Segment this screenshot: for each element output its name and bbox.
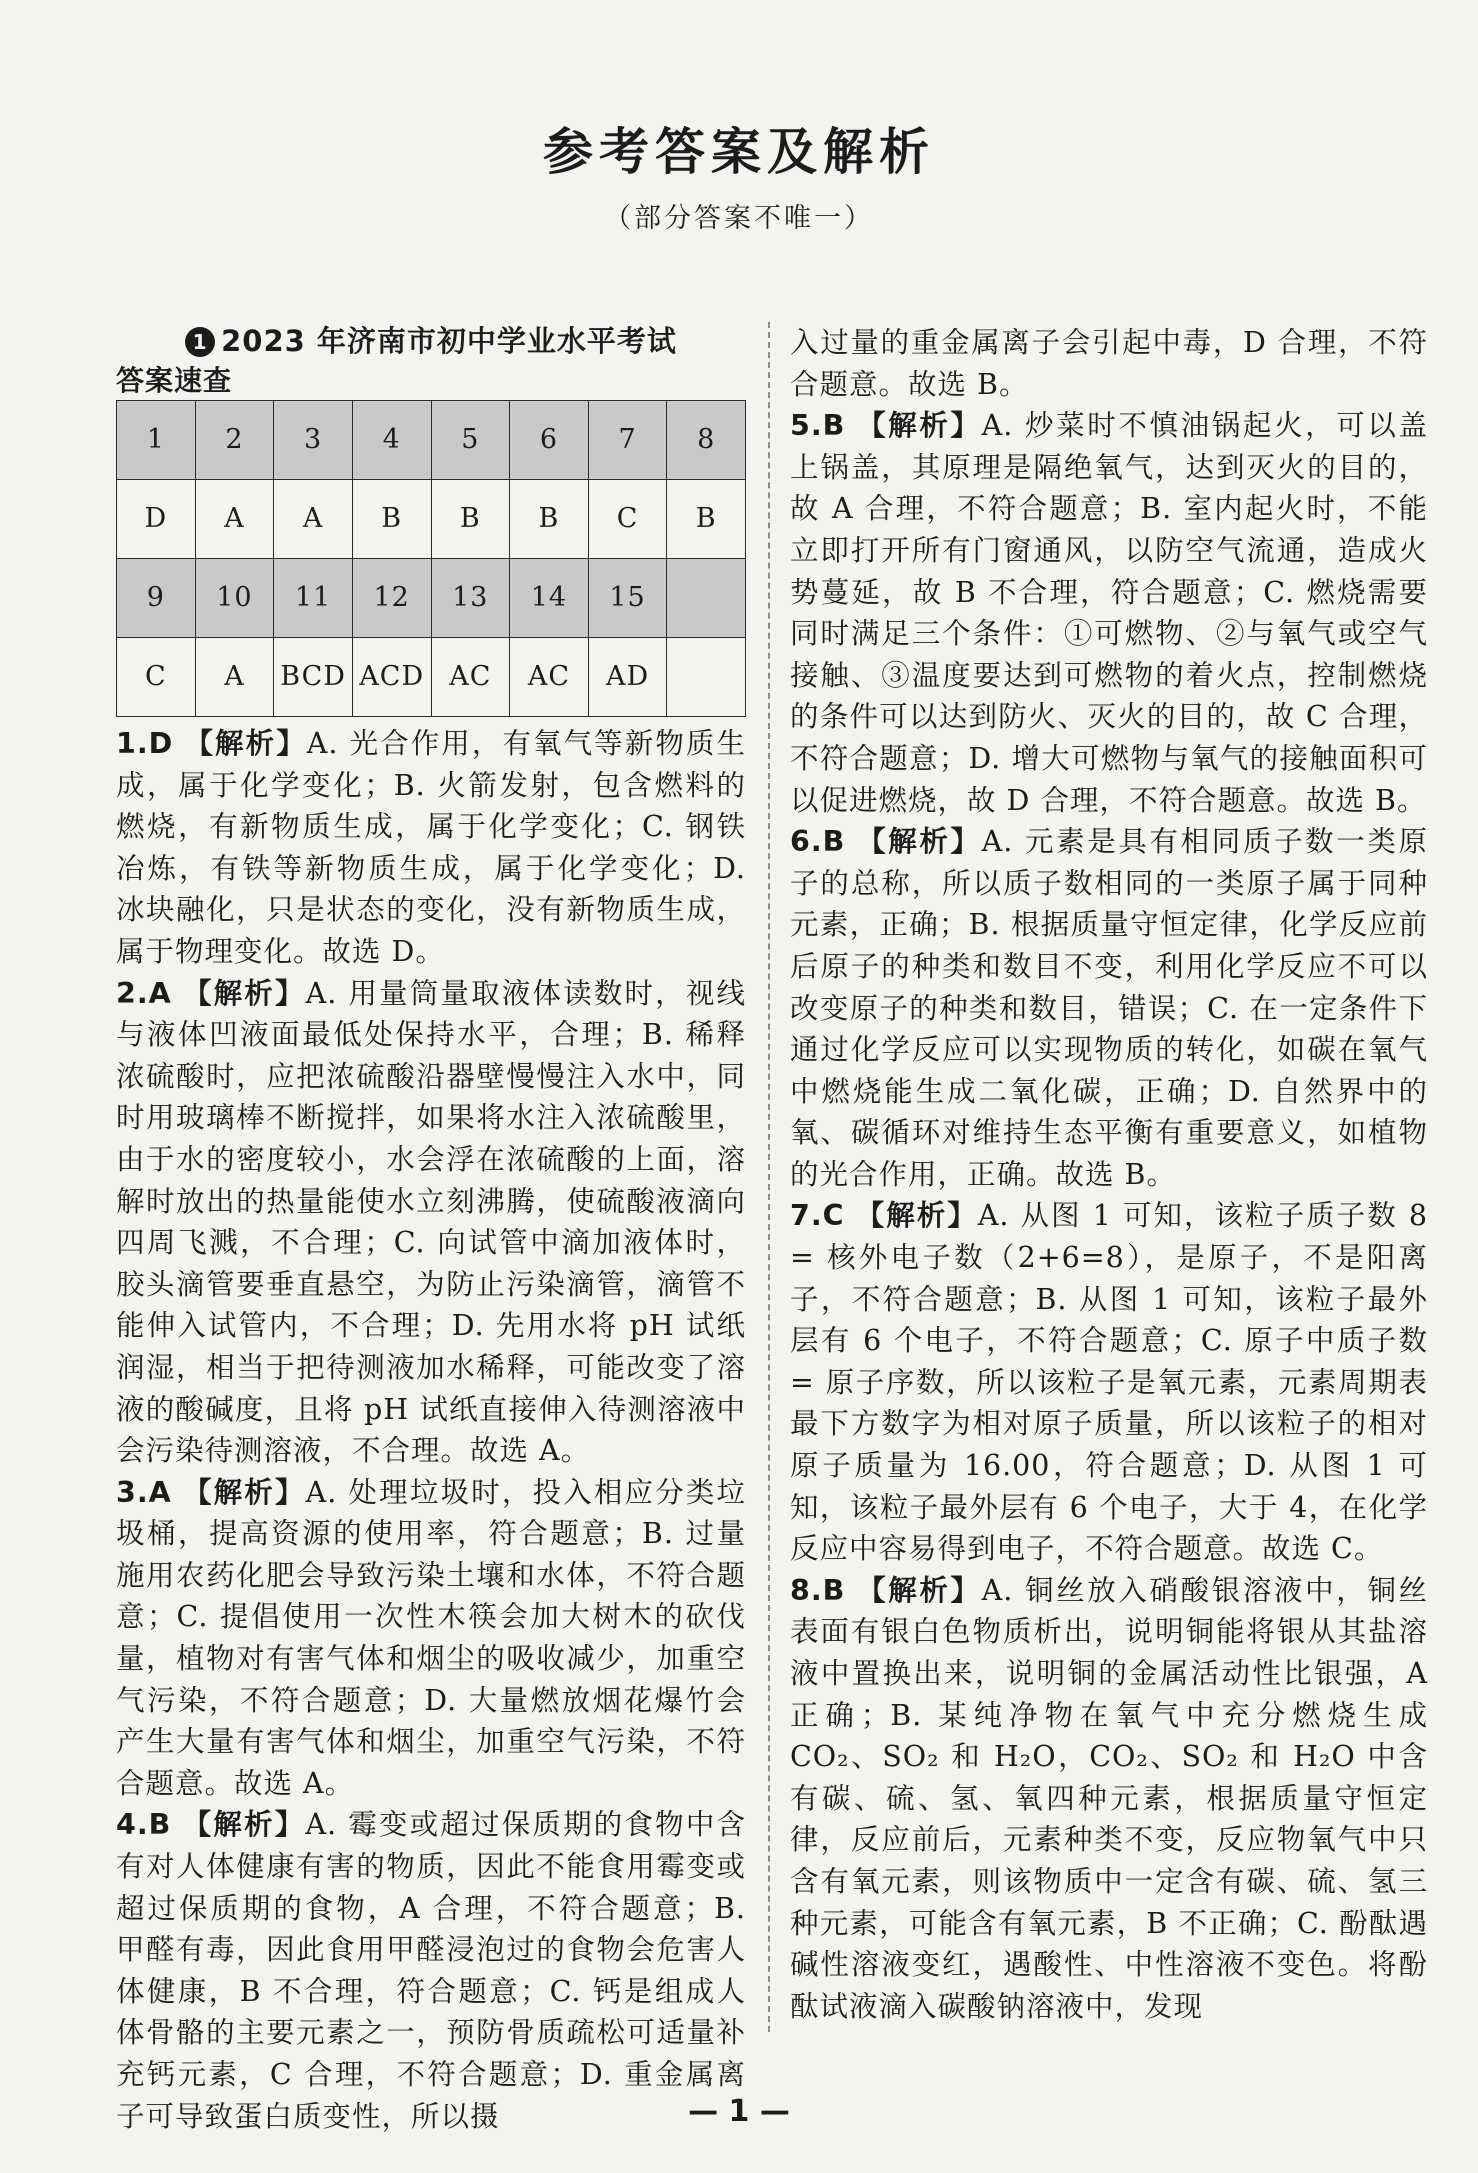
- answer-cell: A: [274, 480, 353, 559]
- question-number: 5.: [790, 409, 823, 443]
- question-answer: A: [148, 976, 172, 1010]
- explanation-item: [790, 1570, 1428, 2028]
- answer-cell: B: [510, 480, 589, 559]
- column-divider: [768, 322, 770, 2032]
- left-column: [116, 320, 746, 2137]
- explanation-text: A. 光合作用，有氧气等新物质生成，属于化学变化；B. 火箭发射，包含燃料的燃烧，有新物质生成，属于化学变化；C. 钢铁冶炼，有铁等新物质生成，属于化学变化；D. 冰块融化，只是状态的变化，没有新物质生成，属于物理变化。故选 D。: [116, 727, 746, 968]
- question-number: 1.: [116, 727, 149, 760]
- question-number-cell: 12: [352, 559, 431, 638]
- page-subtitle: （部分答案不唯一）: [604, 203, 874, 234]
- answer-cell: BCD: [274, 638, 353, 717]
- question-number-cell: 15: [588, 559, 667, 638]
- explanation-text: A. 元素是具有相同质子数一类原子的总称，所以质子数相同的一类原子属于同种元素，正确；B. 根据质量守恒定律，化学反应前后原子的种类和数目不变，利用化学反应不可以改变原子的种类和数目，错误；C. 在一定条件下通过化学反应可以实现物质的转化，如碳在氧气中燃烧能生成二氧化碳，正确；D. 自然界中的氧、碳循环对维持生态平衡有重要意义，如植物的光合作用，正确。故选 B。: [790, 825, 1428, 1191]
- explanation-continuation: 入过量的重金属离子会引起中毒，D 合理，不符合题意。故选 B。: [790, 326, 1428, 401]
- exam-title: 2023 年济南市初中学业水平考试: [221, 324, 677, 358]
- answer-cell: AC: [431, 638, 510, 717]
- answer-cell: B: [431, 480, 510, 559]
- question-number-cell: 7: [588, 401, 667, 480]
- question-number-cell: 9: [117, 559, 196, 638]
- answer-table-row: [117, 480, 746, 559]
- quick-check-heading: 答案速查: [116, 364, 233, 397]
- exam-number-badge: 1: [185, 327, 215, 357]
- explanation-text: A. 用量筒量取液体读数时，视线与液体凹液面最低处保持水平，合理；B. 稀释浓硫酸时，应把浓硫酸沿器壁慢慢注入水中，同时用玻璃棒不断搅拌，如果将水注入浓硫酸里，由于水的密度较小，水会浮在浓硫酸的上面，溶解时放出的热量能使水立刻沸腾，使硫酸液滴向四周飞溅，不合理；C. 向试管中滴加液体时，胶头滴管要垂直悬空，为防止污染滴管，滴管不能伸入试管内，不合理；D. 先用水将 pH 试纸润湿，相当于把待测液加水稀释，可能改变了溶液的酸碱度，且将 pH 试纸直接伸入待测溶液中会污染待测溶液，不合理。故选 A。: [116, 976, 746, 1468]
- explanation-tag: 【解析】: [857, 1573, 982, 1607]
- explanation-text: A. 处理垃圾时，投入相应分类垃圾桶，提高资源的使用率，符合题意；B. 过量施用农药化肥会导致污染土壤和水体，不符合题意；C. 提倡使用一次性木筷会加大树木的砍伐量，植物对有害气体和烟尘的吸收减少，加重空气污染，不符合题意；D. 大量燃放烟花爆竹会产生大量有害气体和烟尘，加重空气污染，不符合题意。故选 A。: [116, 1475, 746, 1800]
- explanation-item: [790, 1195, 1428, 1569]
- explanation-text: A. 霉变或超过保质期的食物中含有对人体健康有害的物质，因此不能食用霉变或超过保质期的食物，A 合理，不符合题意；B. 甲醛有毒，因此食用甲醛浸泡过的食物会危害人体健康，B 不合理，符合题意；C. 钙是组成人体骨骼的主要元素之一，预防骨质疏松可适量补充钙元素，C 合理，不符合题意；D. 重金属离子可导致蛋白质变性，所以摄: [116, 1808, 747, 2133]
- explanation-tag: 【解析】: [182, 976, 306, 1010]
- explanation-tag: 【解析】: [855, 1199, 978, 1233]
- question-number-cell: 3: [274, 401, 353, 480]
- question-answer: D: [148, 727, 174, 760]
- question-number-cell: 11: [274, 559, 353, 638]
- question-number-cell: 10: [195, 559, 274, 638]
- explanation-tag: 【解析】: [182, 1475, 306, 1509]
- page-number: — 1 —: [688, 2094, 790, 2129]
- explanation-item: [116, 723, 746, 973]
- question-number: 4.: [116, 1808, 149, 1842]
- explanation-tag: 【解析】: [182, 1808, 306, 1842]
- answer-table: [116, 400, 746, 717]
- answer-cell: C: [588, 480, 667, 559]
- question-number-cell: 13: [431, 559, 510, 638]
- explanation-item: [790, 405, 1428, 821]
- question-number-cell: 8: [667, 401, 746, 480]
- question-answer: B: [822, 1573, 846, 1607]
- question-number: 3.: [116, 1475, 149, 1509]
- answer-cell: [667, 638, 746, 717]
- question-number: 2.: [116, 976, 149, 1010]
- question-number-cell: 4: [352, 401, 431, 480]
- question-number-cell: 1: [117, 401, 196, 480]
- explanation-text: A. 铜丝放入硝酸银溶液中，铜丝表面有银白色物质析出，说明铜能将银从其盐溶液中置换出来，说明铜的金属活动性比银强，A 正确；B. 某纯净物在氧气中充分燃烧生成 CO₂、SO₂ 和 H₂O，CO₂、SO₂ 和 H₂O 中含有碳、硫、氢、氧四种元素，根据质量守恒定律，反应前后，元素种类不变，反应物氧气中只含有氧元素，则该物质中一定含有碳、硫、氢三种元素，可能含有氧元素，B 不正确；C. 酚酞遇碱性溶液变红，遇酸性、中性溶液不变色。将酚酞试液滴入碳酸钠溶液中，发现: [790, 1573, 1428, 2023]
- answer-cell: A: [195, 638, 274, 717]
- question-number: 8.: [790, 1573, 823, 1607]
- question-answer: C: [822, 1199, 845, 1233]
- question-number-cell: 2: [195, 401, 274, 480]
- question-number: 6.: [790, 825, 823, 859]
- explanation-item: [116, 1472, 746, 1805]
- answer-cell: A: [195, 480, 274, 559]
- question-number: 7.: [790, 1199, 823, 1233]
- explanation-tag: 【解析】: [857, 409, 982, 443]
- question-number-cell: [667, 559, 746, 638]
- explanation-tag: 【解析】: [184, 727, 307, 760]
- answer-cell: D: [117, 480, 196, 559]
- answer-cell: C: [117, 638, 196, 717]
- answer-cell: B: [352, 480, 431, 559]
- explanation-tag: 【解析】: [857, 825, 982, 859]
- explanation-text: A. 从图 1 可知，该粒子质子数 8 = 核外电子数（2+6=8），是原子，不是阳离子，不符合题意；B. 从图 1 可知，该粒子最外层有 6 个电子，不符合题意；C. 原子中质子数 = 原子序数，所以该粒子是氧元素，元素周期表最下方数字为相对原子质量，所以该粒子的相对原子质量为 16.00，符合题意；D. 从图 1 可知，该粒子最外层有 6 个电子，大于 4，在化学反应中容易得到电子，不符合题意。故选 C。: [790, 1199, 1428, 1566]
- question-number-cell: 6: [510, 401, 589, 480]
- right-column: [790, 322, 1428, 2027]
- answer-table-row: [117, 559, 746, 638]
- question-number-cell: 14: [510, 559, 589, 638]
- question-answer: A: [148, 1475, 172, 1509]
- answer-table-row: [117, 401, 746, 480]
- explanation-text: A. 炒菜时不慎油锅起火，可以盖上锅盖，其原理是隔绝氧气，达到灭火的目的，故 A 合理，不符合题意；B. 室内起火时，不能立即打开所有门窗通风，以防空气流通，造成火势蔓延，故 B 不合理，符合题意；C. 燃烧需要同时满足三个条件：①可燃物、②与氧气或空气接触、③温度要达到可燃物的着火点，控制燃烧的条件可以达到防火、灭火的目的，故 C 合理，不符合题意；D. 增大可燃物与氧气的接触面积可以促进燃烧，故 D 合理，不符合题意。故选 B。: [790, 409, 1428, 817]
- answer-table-row: [117, 638, 746, 717]
- explanation-item: [790, 821, 1428, 1195]
- question-answer: B: [822, 825, 846, 859]
- answer-cell: AC: [510, 638, 589, 717]
- explanation-item: [116, 973, 746, 1472]
- question-answer: B: [822, 409, 846, 443]
- page-title: 参考答案及解析: [543, 123, 935, 181]
- explanation-item: [116, 1804, 746, 2137]
- question-number-cell: 5: [431, 401, 510, 480]
- answer-cell: ACD: [352, 638, 431, 717]
- exam-heading: [116, 320, 746, 362]
- answer-cell: B: [667, 480, 746, 559]
- question-answer: B: [148, 1808, 172, 1842]
- answer-cell: AD: [588, 638, 667, 717]
